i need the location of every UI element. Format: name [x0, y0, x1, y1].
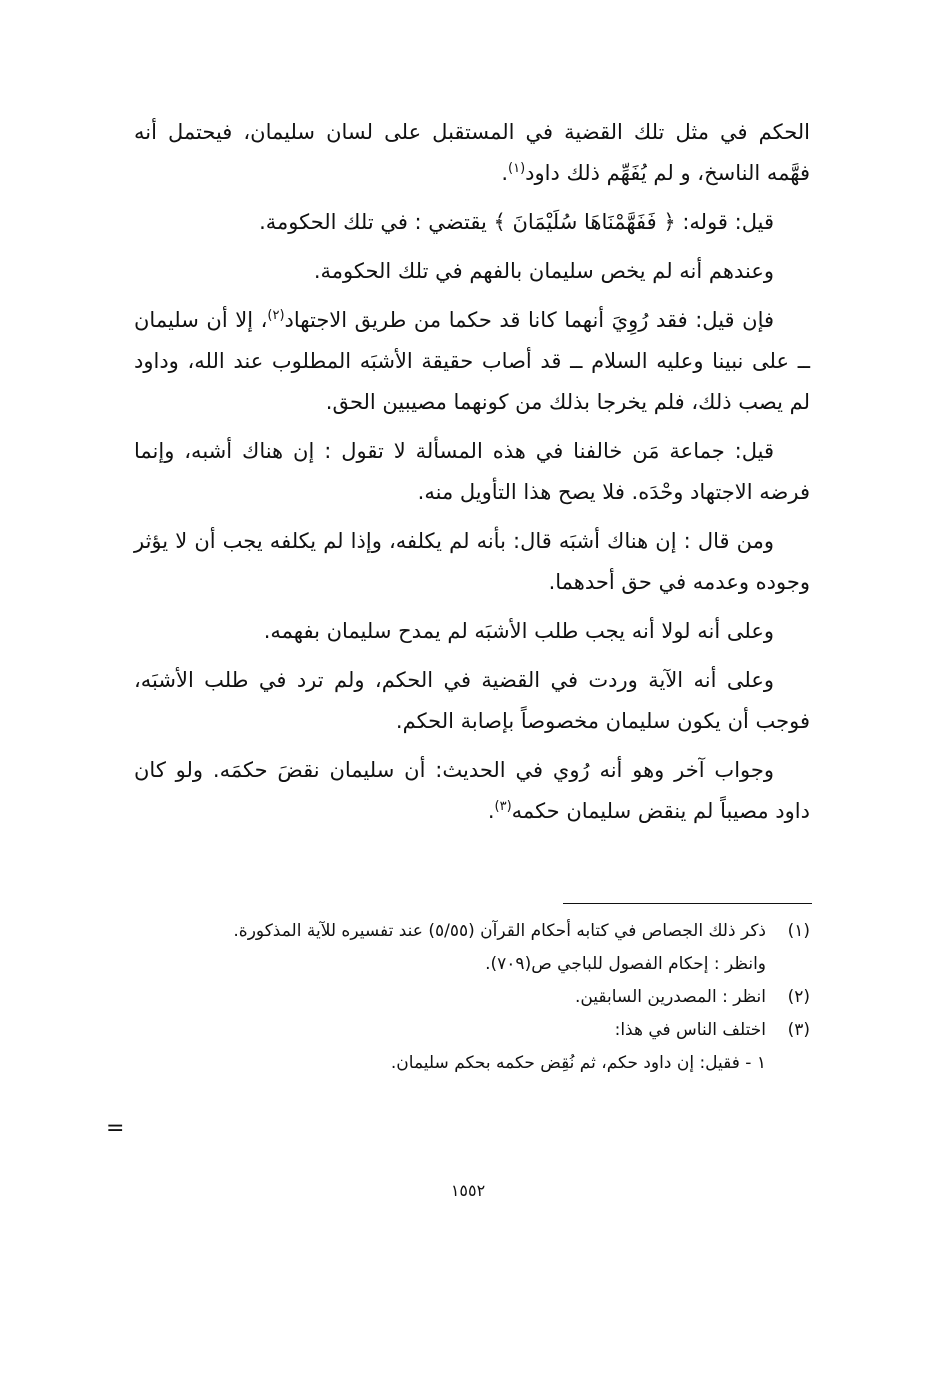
paragraph-text: ومن قال : إن هناك أشبَه قال: بأنه لم يكلفه، وإذا لم يكلفه يجب أن لا يؤثر وجوده وعدمه في حق أحدهما. [134, 529, 810, 594]
footnote-sub-item: ١ - فقيل: إن داود حكم، ثم نُقِض حكمه بحكم سليمان. [390, 1053, 766, 1073]
paragraph [134, 202, 810, 243]
paragraph-text: قيل: جماعة مَن خالفنا في هذه المسألة لا تقول : إن هناك أشبه، وإنما فرضه الاجتهاد وحْدَه. فلا يصح هذا التأويل منه. [134, 439, 810, 504]
footnote [134, 915, 810, 981]
paragraph-text: وجواب آخر وهو أنه رُوي في الحديث: أن سليمان نقضَ حكمَه. ولو كان داود مصيباً لم ينقض سليمان حكمه [134, 758, 810, 823]
continuation-mark: = [106, 1116, 125, 1141]
paragraph-tail: ، إلا أن سليمان ــ على نبينا وعليه السلام ــ قد أصاب حقيقة الأشبَه المطلوب عند الله، وداود لم يصب ذلك، فلم يخرجا بذلك من كونهما مصيبين الحق. [134, 308, 810, 414]
footnote-reference: (٣) [494, 799, 512, 814]
paragraph [134, 660, 810, 742]
paragraph [134, 251, 810, 292]
footnote-number: (٢) [787, 987, 810, 1007]
footnote-line: انظر : المصدرين السابقين. [574, 987, 766, 1007]
footnote-number: (١) [787, 921, 810, 941]
footnote-line: ذكر ذلك الجصاص في كتابه أحكام القرآن (٥/٥٥) عند تفسيره للآية المذكورة. [233, 921, 766, 941]
paragraph [134, 521, 810, 603]
paragraph-text: وعلى أنه الآية وردت في القضية في الحكم، ولم ترد في طلب الأشبَه، فوجب أن يكون سليمان مخصوصاً بإصابة الحكم. [134, 668, 810, 733]
paragraph-text: وعندهم أنه لم يخص سليمان بالفهم في تلك الحكومة. [313, 259, 774, 283]
footnote-body [134, 915, 766, 981]
page-number: ١٥٥٢ [450, 1181, 486, 1200]
footnote-reference: (٢) [267, 308, 285, 323]
paragraph [134, 611, 810, 652]
footnote-reference: (١) [508, 161, 526, 176]
footnote [134, 1014, 810, 1047]
paragraph [134, 300, 810, 423]
footnote-body [134, 981, 766, 1014]
paragraph-text: قيل: قوله: ﴿ فَفَهَّمْنَاهَا سُلَيْمَانَ ﴾ يقتضي : في تلك الحكومة. [259, 210, 774, 234]
paragraph-text: فإن قيل: فقد رُوِيَ أنهما كانا قد حكما من طريق الاجتهاد [284, 308, 775, 332]
footnote-number: (٣) [787, 1020, 810, 1040]
paragraph [134, 750, 810, 832]
footnote-line: اختلف الناس في هذا: [614, 1020, 766, 1040]
footnote [134, 981, 810, 1014]
paragraph [134, 112, 810, 194]
footnote-line: وانظر : إحكام الفصول للباجي ص(٧٠٩). [485, 954, 766, 974]
main-text [134, 112, 810, 840]
paragraph-text: وعلى أنه لولا أنه يجب طلب الأشبَه لم يمدح سليمان بفهمه. [263, 619, 774, 643]
paragraph-tail: . [501, 161, 509, 185]
paragraph [134, 431, 810, 513]
footnote-body [134, 1014, 766, 1047]
paragraph-text: الحكم في مثل تلك القضية في المستقبل على لسان سليمان، فيحتمل أنه فهَّمه الناسخ، و لم يُفَهِّم ذلك داود [134, 120, 810, 185]
footnote-separator [563, 903, 812, 904]
paragraph-tail: . [487, 799, 495, 823]
footnotes [134, 915, 810, 1080]
